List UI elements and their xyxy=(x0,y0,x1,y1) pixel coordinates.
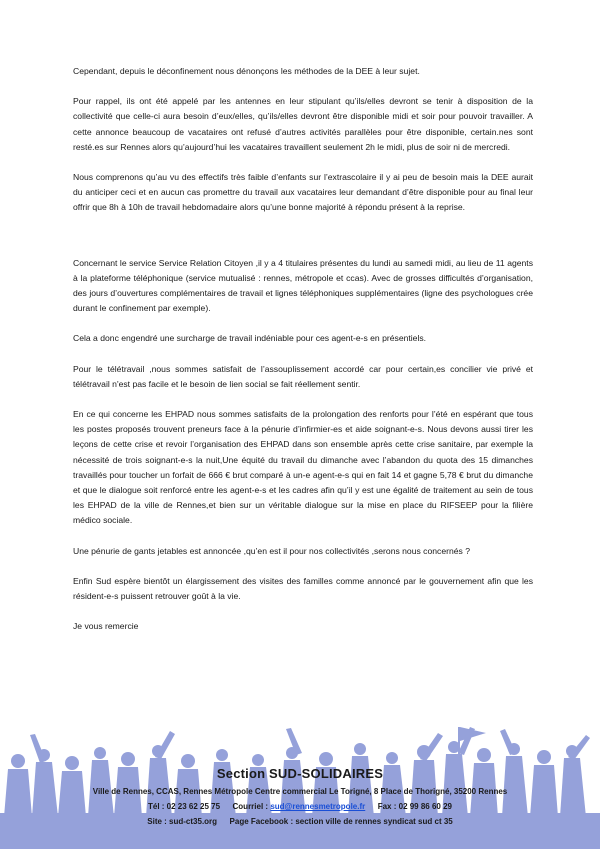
footer-email-link[interactable]: sud@rennesmetropole.fr xyxy=(270,802,366,811)
letter-body xyxy=(73,64,533,634)
paragraph-teletravail: Pour le télétravail ,nous sommes satisfait de l’assouplissement accordé car pour certain,es concilier vie privé et télétravail n'est pas facile et le besoin de lien social se fait réellement sentir. xyxy=(73,363,533,389)
paragraph-relation-citoyen: Concernant le service Service Relation Citoyen ,il y a 4 titulaires présentes du lundi au samedi midi, au lieu de 11 agents à la plateforme téléphonique (service mutualisé : rennes, métropole et ccas). Avec de grosses difficultés d’organisation, des jours d’ouvertures complémentaires de travail et lignes téléphoniques supplémentaires (ligne des psychologues crée durant le confinement par exemple). xyxy=(73,257,533,314)
footer-contact-line xyxy=(0,802,600,811)
paragraph-effectifs: Nous comprenons qu’au vu des effectifs très faible d’enfants sur l’extrascolaire il y ai peu de besoin mais la DEE aurait du anticiper ceci et en aucun cas promettre du travail aux vacataires leur demandant d’être disponible pour au final leur offrir que 8h à 10h de travail hebdomadaire alors qu’une bonne majorité à répondu présent à la reprise. xyxy=(73,172,533,213)
footer-courriel-label: Courriel : xyxy=(232,802,269,811)
footer-address: Ville de Rennes, CCAS, Rennes Métropole Centre commercial Le Torigné, 8 Place de Thorigné, 35200 Rennes xyxy=(92,787,508,796)
paragraph-rappel: Pour rappel, ils ont été appelé par les antennes en leur stipulant qu’ils/elles devront se tenir à disposition de la collectivité que celle-ci aura besoin d’eux/elles, qu’ils/elles devront être disponible midi et soir pour pouvoir travailler. A cette annonce beaucoup de vacataires ont refusé d’autres activités parallèles pour être disponible, certain.nes sont resté.es sur Rennes alors qu’aujourd’hui les vacataires travaillent seulement 2h le midi, plus de soir ni de mercredi. xyxy=(73,96,533,152)
paragraph-ehpad: En ce qui concerne les EHPAD nous sommes satisfaits de la prolongation des renforts pour l’été en espérant que tous les postes proposés trouvent preneurs face à la pénurie d’infirmier-es et aide soignant-e-s. Nous devons aussi tirer les leçons de cette crise et revoir l’organisation des EHPAD dans son ensemble après cette crise sanitaire, par exemple la nécessité de trois soignant-e-s la nuit,Une équité du travail du dimanche avec l’abandon du quota des 15 dimanches travaillés pour toucher un forfait de 666 € brut comparé à un-e agent-e-s qui en fait 14 et gagne 5,78 € brut du dimanche et que le dialogue soit renforcé entre les agent-e-s et les cadres afin qu’il y est une égalité de traitement au sein de tous les EHPAD de la ville de Rennes,et bien sur un véritable dialogue sur la mise en place du RIFSEEP pour la filière médico sociale. xyxy=(73,409,533,526)
footer-telephone: Tél : 02 23 62 25 75 xyxy=(147,802,221,811)
footer-banner xyxy=(0,725,600,849)
signoff: Je vous remercie xyxy=(73,621,139,632)
footer-web-line xyxy=(0,817,600,826)
footer-facebook: Page Facebook : section ville de rennes syndicat sud ct 35 xyxy=(229,817,453,826)
section-title: Section SUD-SOLIDAIRES xyxy=(216,766,384,781)
paragraph-visites: Enfin Sud espère bientôt un élargissement des visites des familles comme annoncé par le gouvernement afin que les résident-e-s puissent retrouver goût à la vie. xyxy=(73,575,533,602)
footer-fax: Fax : 02 99 86 60 29 xyxy=(377,802,452,811)
paragraph-gants: Une pénurie de gants jetables est annoncée ,qu’en est il pour nos collectivités ,serons nous concernés ? xyxy=(73,545,470,556)
paragraph-deconfinement: Cependant, depuis le déconfinement nous dénonçons les méthodes de la DEE à leur sujet. xyxy=(73,66,420,76)
footer-site: Site : sud-ct35.org xyxy=(147,817,218,826)
paragraph-surcharge: Cela a donc engendré une surcharge de travail indéniable pour ces agent-e-s en présentiels. xyxy=(73,333,427,344)
